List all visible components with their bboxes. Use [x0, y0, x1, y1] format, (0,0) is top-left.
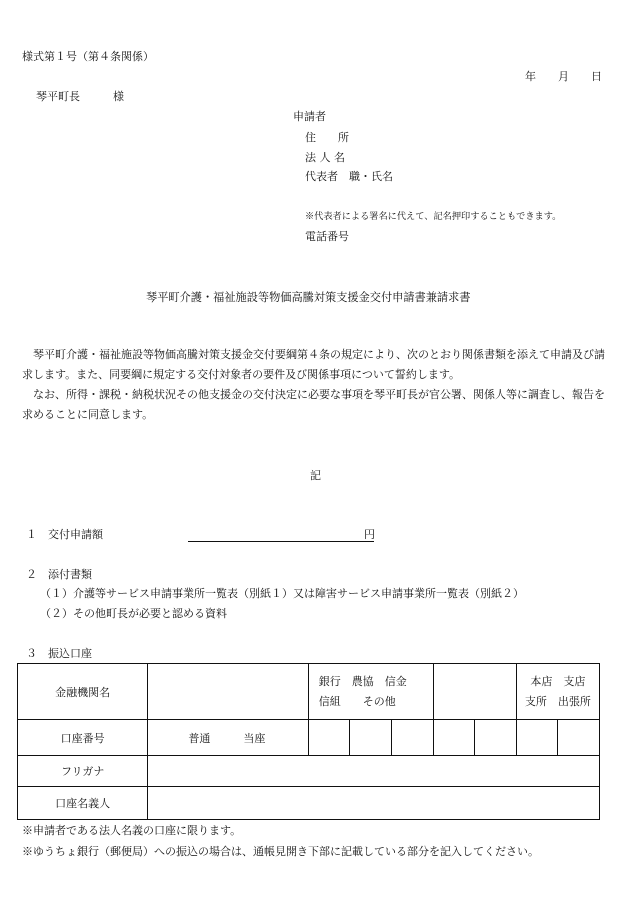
account-digit-1[interactable]	[308, 720, 350, 756]
applicant-phone-label: 電話番号	[305, 230, 349, 243]
account-digit-5[interactable]	[475, 720, 517, 756]
ki-heading: 記	[310, 469, 321, 482]
date-line: 年 月 日	[525, 70, 602, 83]
bank-type-options[interactable]	[308, 664, 433, 720]
bank-name-field[interactable]	[148, 664, 308, 720]
signature-note: ※代表者による署名に代えて、記名押印することもできます。	[305, 211, 562, 222]
body-paragraph-2: なお、所得・課税・納税状況その他支援金の交付決定に必要な事項を琴平町長が官公署、関係人等に調査し、報告を求めることに同意します。	[22, 388, 605, 421]
item1-label: １ 交付申請額	[26, 528, 103, 541]
account-number-label: 口座番号	[18, 720, 148, 756]
form-number: 様式第１号（第４条関係）	[22, 50, 154, 63]
amount-field-line[interactable]	[188, 541, 374, 542]
furigana-field[interactable]	[148, 756, 600, 787]
branch-type-line-1: 本店 支店	[530, 674, 586, 688]
item3-label: ３ 振込口座	[26, 647, 92, 660]
account-digit-7[interactable]	[558, 720, 600, 756]
account-digit-3[interactable]	[391, 720, 433, 756]
branch-name-field[interactable]	[433, 664, 516, 720]
yen-unit: 円	[364, 528, 375, 541]
branch-type-line-2: 支所 出張所	[524, 694, 591, 708]
account-digit-2[interactable]	[350, 720, 392, 756]
bank-type-line-1: 銀行 農協 信金	[318, 674, 407, 688]
body-paragraph-1: 琴平町介護・福祉施設等物価高騰対策支援金交付要綱第４条の規定により、次のとおり関係書類を添えて申請及び請求します。また、同要綱に規定する交付対象者の要件及び関係事項について誓約します。	[22, 348, 605, 381]
bank-type-line-2: 信組 その他	[318, 694, 396, 708]
account-holder-field[interactable]	[148, 787, 600, 820]
applicant-heading: 申請者	[293, 110, 326, 123]
applicant-rep-name-label: 代表者 職・氏名	[305, 170, 393, 183]
item2-label: ２ 添付書類	[26, 568, 92, 581]
bank-account-table	[17, 663, 600, 820]
account-type-options[interactable]: 普通 当座	[148, 720, 308, 756]
note-corporate-account: ※申請者である法人名義の口座に限ります。	[22, 824, 242, 837]
branch-type-options[interactable]	[516, 664, 599, 720]
attachment-item-2: （２）その他町長が必要と認める資料	[40, 607, 227, 620]
attachment-item-1: （１）介護等サービス申請事業所一覧表（別紙１）又は障害サービス申請事業所一覧表（別紙２）	[40, 587, 524, 600]
body-text	[22, 345, 612, 425]
addressee: 琴平町長 様	[36, 90, 124, 103]
furigana-label: フリガナ	[18, 756, 148, 787]
note-japan-post: ※ゆうちょ銀行（郵便局）への振込の場合は、通帳見開き下部に記載している部分を記入してください。	[22, 845, 539, 858]
document-title: 琴平町介護・福祉施設等物価高騰対策支援金交付申請書兼請求書	[146, 291, 471, 304]
account-digit-4[interactable]	[433, 720, 475, 756]
account-holder-label: 口座名義人	[18, 787, 148, 820]
account-digit-6[interactable]	[516, 720, 558, 756]
applicant-corp-name-label: 法 人 名	[305, 151, 345, 164]
applicant-address-label: 住 所	[305, 131, 349, 144]
bank-name-label: 金融機関名	[18, 664, 148, 720]
